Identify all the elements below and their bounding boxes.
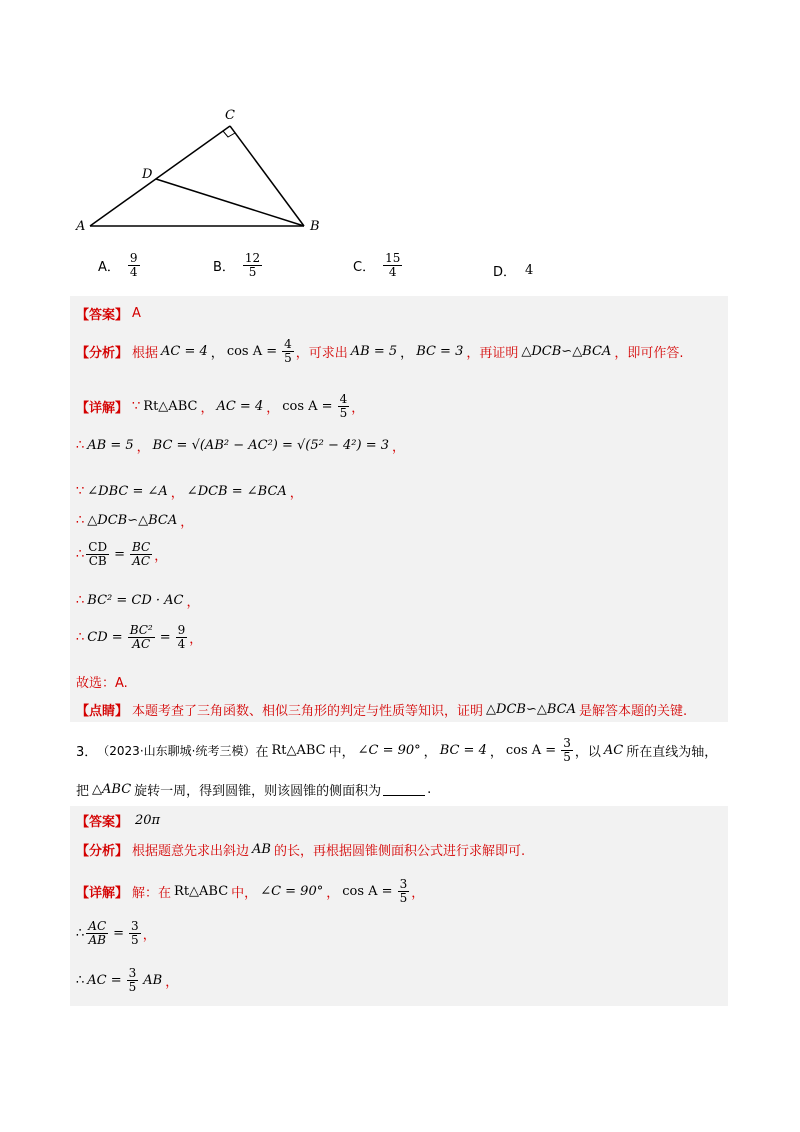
num: CD [88,540,108,554]
option-fraction [128,252,140,278]
text: 本题考查了三角函数、相似三角形的判定与性质等知识，证明 [132,704,484,719]
den: 5 [131,932,139,947]
option-fraction [383,252,402,278]
den: 4 [129,264,138,279]
segment-db [156,179,304,226]
q2-comment [76,700,687,719]
den: 5 [248,264,257,279]
option-value: 4 [525,263,534,278]
option-letter: C． [353,259,376,275]
question-source: （2023·山东聊城·统考三模） [97,743,256,758]
math: ∠DCB = ∠BCA [186,484,287,499]
q3-stem-line-1: 3． （2023·山东聊城·统考三模） 在 Rt△ABC 中， ∠C = 90° ， BC = 4 ， cos A = $\frac{3}{5}$ ，以 AC 所在直线为轴， [76,736,718,764]
answer-value: A [132,306,141,321]
q2-detail-line-2: ∴ AB = 5 ， BC = √(AB² − AC²) = √(5² − 4²) = 3 ， [76,438,406,455]
text: 在 [255,744,269,760]
answer-options [98,252,618,292]
fraction [176,624,188,650]
den: 4 [388,264,397,279]
analysis-tag: 【分析】 [76,345,129,361]
math: AB = 5 [87,438,134,453]
num: BC² [129,623,153,637]
num: 4 [284,337,292,351]
math: △DCB∽△BCA [521,343,612,359]
num: 15 [385,251,401,265]
question-number: 3． [76,744,98,760]
option-letter: D． [493,265,517,280]
label-c: C [225,108,235,123]
num: BC [132,540,151,554]
text: 所在直线为轴， [626,744,718,760]
q2-analysis: 【分析】 根据 AC = 4 ， cos A = $\frac{4}{5}$ ，可求出 AB = 5 ， BC = 3 ，再证明 △DCB∽△BCA ，即可作答. [76,337,684,365]
num: 9 [177,623,186,637]
math: BC = √(AB² − AC²) = √(5² − 4²) = 3 [152,438,389,453]
therefore-symbol: ∴ [76,513,85,528]
den: 5 [128,979,137,994]
math: △DCB∽△BCA [486,702,576,717]
edge-cb [230,126,304,226]
therefore-symbol: ∴ [76,972,85,988]
therefore-symbol: ∴ [76,438,85,453]
den: 5 [339,405,348,420]
fraction [561,737,573,763]
q3-detail-line-2: ∴ $\frac{AC}{AB}$ = $\frac{3}{5}$ ， [76,919,156,947]
q2-detail-line-1: 【详解】 ∵ Rt△ABC ， AC = 4 ， cos A = $\frac{4}{5}$ ， [76,392,365,420]
math: AB = 5 [350,343,398,359]
den: AC [132,636,151,651]
den: AC [132,553,151,568]
answer-blank[interactable] [383,783,425,796]
detail-tag: 【详解】 [76,885,129,901]
num: 4 [339,392,348,406]
q3-answer [76,811,163,830]
den: AB [88,932,106,947]
text: ，以 [574,744,601,760]
q2-detail-line-6: ∴ BC² = CD · AC ， [76,593,200,610]
because-symbol: ∵ [132,398,141,414]
therefore-symbol: ∴ [76,593,85,608]
fraction [282,338,294,364]
q2-detail-line-7: ∴ CD = $\frac{\text{BC²}}{AC}$ = $\frac{9}{4}$ ， [76,623,203,651]
math: AB [252,842,271,857]
label-a: A [76,219,86,234]
q3-detail-line-3: ∴ AC = $\frac{3}{5}$ AB ， [76,966,179,994]
therefore-symbol: ∴ [76,546,85,562]
num: 12 [244,251,261,265]
analysis-tag: 【分析】 [76,844,129,859]
q3-detail-line-1: 【详解】 解：在 Rt△ABC 中， ∠C = 90° ， cos A = $\frac{3}{5}$ ， [76,877,425,905]
math: Rt△ABC [143,398,198,414]
math: ∠DBC = ∠A [87,484,168,499]
cos-label: cos A = [226,343,278,359]
label-d: D [142,167,153,182]
option-fraction [243,252,262,278]
cos-label: cos A = [505,742,557,758]
cos-label: cos A = [282,398,333,414]
text: 解：在 [132,885,172,901]
right-angle-mark [223,131,235,137]
label-b: B [310,219,320,234]
fraction [86,920,108,946]
option-d[interactable] [493,261,536,280]
answer-tag: 【答案】 [76,815,129,830]
text: 是解答本题的关键. [578,704,688,719]
text: 的长，再根据圆锥侧面积公式进行求解即可. [273,844,526,859]
math: ∠C = 90° [357,742,421,758]
den: 5 [399,890,408,905]
triangle-figure [70,100,330,240]
num: 3 [399,877,408,891]
num: 3 [128,966,137,980]
q2-choose: 故选：A. [76,676,128,691]
math: ∠C = 90° [260,883,324,899]
math: Rt△ABC [271,742,326,758]
q2-detail-line-5: ∴ $\frac{CD}{CB}$ = $\frac{BC}{AC}$ ， [76,540,168,568]
edge-ac [90,126,230,226]
option-letter: B． [213,259,235,275]
num: AC [88,919,107,933]
option-b[interactable] [213,252,264,278]
num: 3 [563,736,571,750]
math: AC = 4 [216,398,264,414]
math: AC [603,742,624,758]
text: 中， [328,744,355,760]
den: CB [88,553,107,568]
option-c[interactable] [353,252,404,278]
cos-label: cos A = [342,883,393,899]
math: △ABC [92,782,132,797]
text: 把 [76,784,90,799]
text: . [427,782,432,797]
q3-stem-line-2 [76,780,431,799]
because-symbol: ∵ [76,484,85,499]
q3-analysis [76,840,525,859]
text: 根据题意先求出斜边 [132,844,250,859]
answer-tag: 【答案】 [76,308,129,323]
num: 3 [131,919,139,933]
math: AC = [87,972,122,988]
fraction [86,541,109,567]
math: BC = 4 [439,742,487,758]
math: CD = [87,629,123,645]
math: BC² = CD · AC [87,593,184,608]
den: 5 [284,350,292,365]
therefore-symbol: ∴ [76,925,85,941]
q2-answer [76,304,141,323]
math: △DCB∽△BCA [87,513,178,528]
fraction [129,920,141,946]
therefore-symbol: ∴ [76,629,85,645]
comment-tag: 【点睛】 [76,704,129,719]
text: ，即可作答. [614,345,684,361]
fraction [398,878,410,904]
math: Rt△ABC [174,883,229,899]
option-letter: A． [98,259,120,275]
math: AC = 4 [161,343,208,359]
text: 根据 [132,345,159,361]
fraction [130,541,152,567]
den: 4 [177,636,186,651]
option-a[interactable] [98,252,142,278]
text: ，再证明 [466,345,519,361]
q2-detail-line-3: ∵ ∠DBC = ∠A ， ∠DCB = ∠BCA ， [76,484,303,501]
answer-value: 20π [135,813,161,828]
detail-tag: 【详解】 [76,400,129,416]
text: 中， [231,885,258,901]
math: BC = 3 [416,343,464,359]
fraction [128,624,155,650]
fraction [127,967,139,993]
math: AB [143,972,163,988]
fraction [338,393,350,419]
text: 旋转一周，得到圆锥，则该圆锥的侧面积为 [134,784,382,799]
text: ，可求出 [295,345,348,361]
q2-detail-line-4: ∴ △DCB∽△BCA ， [76,513,194,530]
num: 9 [129,251,138,265]
den: 5 [563,749,571,764]
